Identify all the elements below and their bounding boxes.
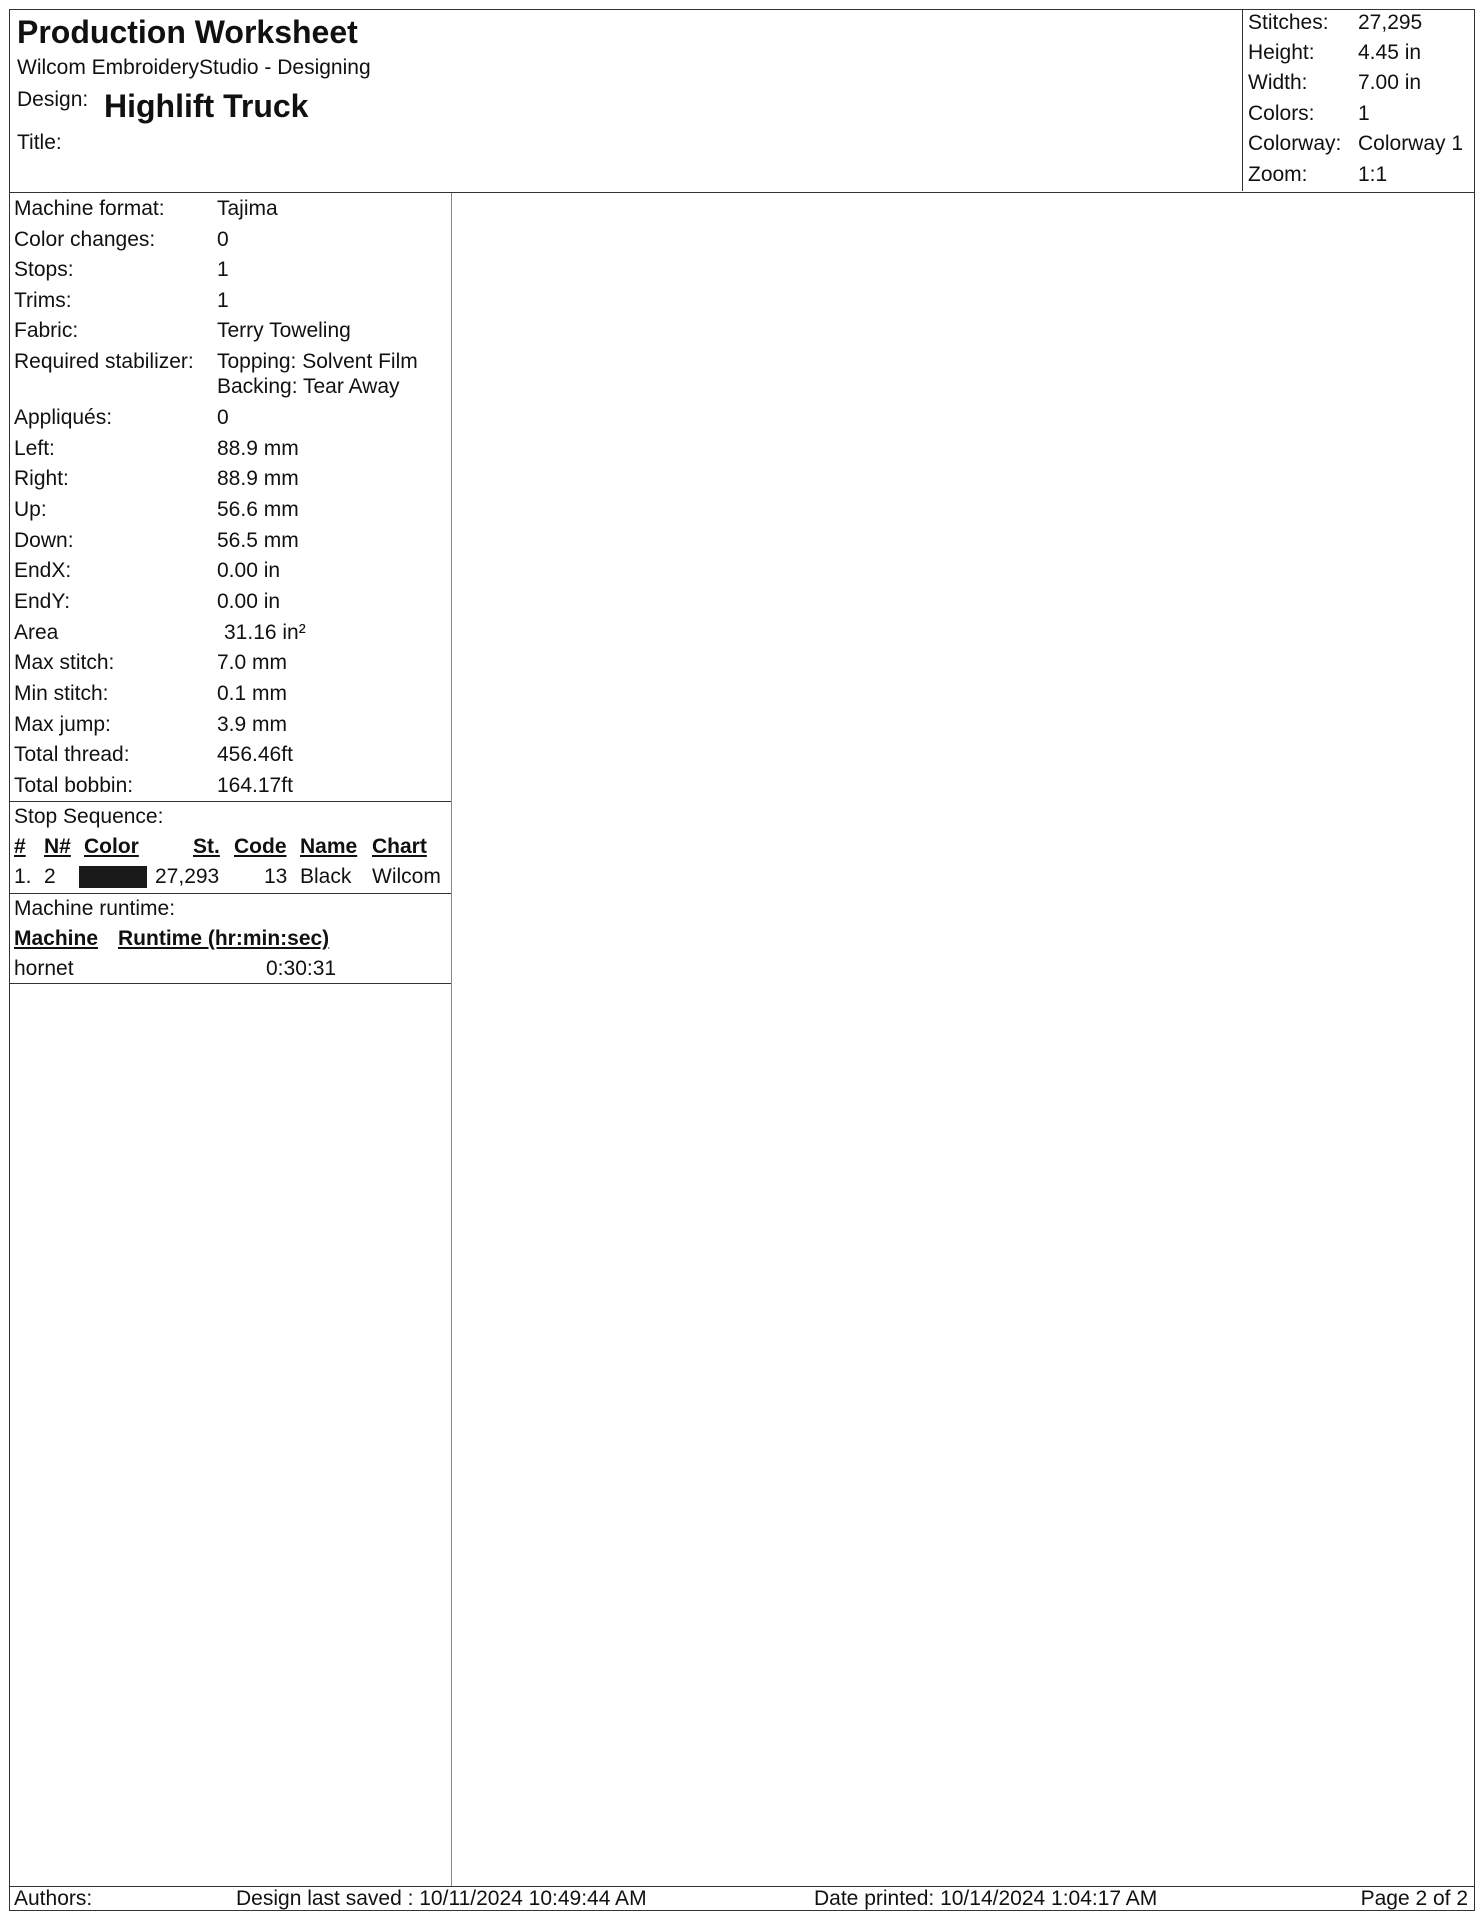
summary-value: 7.00 in (1358, 71, 1422, 94)
worksheet-footer (10, 1886, 1474, 1910)
prop-value: 56.6 mm (217, 498, 299, 521)
machine-runtime-title: Machine runtime: (14, 897, 176, 920)
summary-value: 27,295 (1358, 11, 1423, 34)
col-header-machine: Machine (14, 927, 99, 950)
prop-label: Appliqués: (14, 406, 113, 429)
prop-value-topping: Topping: Solvent Film (217, 350, 418, 373)
prop-value: 7.0 mm (217, 651, 288, 674)
prop-value: 456.46ft (217, 743, 293, 766)
section-divider (10, 983, 451, 984)
col-header-stitches: St. (193, 835, 220, 858)
row-needle: 2 (44, 865, 56, 888)
summary-value: 1:1 (1358, 163, 1388, 186)
design-label: Design: (17, 88, 89, 111)
summary-label: Height: (1248, 41, 1315, 64)
row-code: 13 (264, 865, 288, 888)
col-header-runtime: Runtime (hr:min:sec) (118, 927, 330, 950)
prop-label: Max stitch: (14, 651, 115, 674)
design-summary (1242, 10, 1474, 191)
prop-label: Left: (14, 437, 55, 460)
prop-label: Trims: (14, 289, 72, 312)
prop-value: 0.00 in (217, 590, 281, 613)
prop-value: 56.5 mm (217, 529, 299, 552)
prop-value: 31.16 in² (224, 621, 306, 644)
summary-label: Colors: (1248, 102, 1315, 125)
prop-value: 88.9 mm (217, 437, 299, 460)
prop-value: 164.17ft (217, 774, 293, 797)
prop-label: Right: (14, 467, 69, 490)
production-worksheet (9, 9, 1475, 1911)
footer-date-printed: Date printed: 10/14/2024 1:04:17 AM (814, 1887, 1158, 1910)
prop-value-backing: Backing: Tear Away (217, 375, 400, 398)
prop-label: Up: (14, 498, 47, 521)
summary-label: Stitches: (1248, 11, 1329, 34)
prop-value: Tajima (217, 197, 278, 220)
prop-label: Color changes: (14, 228, 156, 251)
prop-value: 3.9 mm (217, 713, 288, 736)
prop-value: 88.9 mm (217, 467, 299, 490)
stop-sequence-title: Stop Sequence: (14, 805, 164, 828)
summary-height (1248, 40, 1421, 66)
footer-authors: Authors: (14, 1887, 93, 1910)
design-properties-panel (10, 193, 452, 1886)
prop-label: Machine format: (14, 197, 165, 220)
title-label: Title: (17, 131, 62, 154)
prop-label: Down: (14, 529, 74, 552)
design-name: Highlift Truck (104, 88, 309, 124)
summary-value: 1 (1358, 102, 1370, 125)
summary-zoom (1248, 162, 1387, 188)
prop-value: 0 (217, 406, 229, 429)
prop-value: 0.00 in (217, 559, 281, 582)
thread-color-swatch (79, 866, 147, 888)
prop-value: 0.1 mm (217, 682, 288, 705)
summary-value: Colorway 1 (1358, 132, 1464, 155)
prop-label: Fabric: (14, 319, 79, 342)
prop-label: Max jump: (14, 713, 111, 736)
footer-page-number: Page 2 of 2 (1360, 1887, 1468, 1910)
row-runtime: 0:30:31 (266, 957, 337, 980)
section-divider (10, 801, 451, 802)
prop-value: 1 (217, 258, 229, 281)
col-header-num: # (14, 835, 26, 858)
page-title: Production Worksheet (17, 14, 358, 50)
col-header-code: Code (234, 835, 287, 858)
summary-width (1248, 70, 1421, 96)
summary-colors (1248, 101, 1370, 127)
prop-value: 1 (217, 289, 229, 312)
summary-stitches (1248, 10, 1422, 36)
prop-label: Required stabilizer: (14, 350, 194, 373)
prop-label: Total bobbin: (14, 774, 134, 797)
summary-label: Colorway: (1248, 132, 1342, 155)
prop-label: Total thread: (14, 743, 130, 766)
prop-label: EndX: (14, 559, 72, 582)
summary-colorway (1248, 131, 1463, 157)
summary-label: Zoom: (1248, 163, 1308, 186)
row-name: Black (300, 865, 352, 888)
col-header-chart: Chart (372, 835, 427, 858)
prop-value: 0 (217, 228, 229, 251)
prop-label: EndY: (14, 590, 71, 613)
row-machine: hornet (14, 957, 74, 980)
prop-label: Area (14, 621, 59, 644)
col-header-color: Color (84, 835, 139, 858)
prop-label: Stops: (14, 258, 74, 281)
row-chart: Wilcom (372, 865, 441, 888)
col-header-needle: N# (44, 835, 71, 858)
worksheet-header (10, 10, 1474, 193)
col-header-name: Name (300, 835, 358, 858)
summary-label: Width: (1248, 71, 1308, 94)
prop-value: Terry Toweling (217, 319, 351, 342)
software-name: Wilcom EmbroideryStudio - Designing (17, 56, 371, 79)
summary-value: 4.45 in (1358, 41, 1422, 64)
footer-last-saved: Design last saved : 10/11/2024 10:49:44 AM (236, 1887, 647, 1910)
row-stitches: 27,293 (155, 865, 220, 888)
prop-label: Min stitch: (14, 682, 109, 705)
row-num: 1. (14, 865, 32, 888)
section-divider (10, 893, 451, 894)
